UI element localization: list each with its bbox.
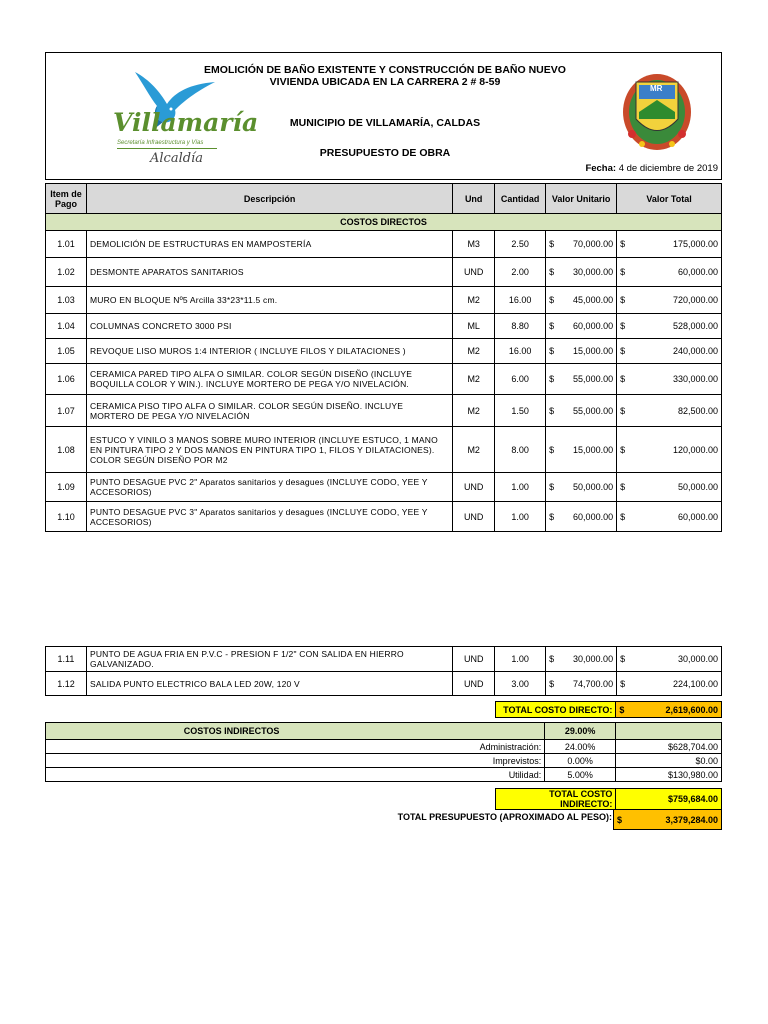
- item-total-price: [617, 258, 722, 287]
- total-price-value: 30,000.00: [677, 654, 718, 664]
- item-quantity: 1.00: [495, 647, 546, 672]
- total-price-value: 60,000.00: [677, 511, 718, 522]
- currency-sign: $: [620, 321, 626, 331]
- unit-price-value: 74,700.00: [573, 678, 614, 689]
- table-row: [46, 647, 722, 672]
- item-total-price: [617, 502, 722, 532]
- currency-sign: $: [619, 704, 625, 715]
- total-price-value: 50,000.00: [677, 482, 718, 492]
- indirect-row-value: $130,980.00: [616, 768, 722, 782]
- item-unit-price: [546, 287, 617, 314]
- col-item: Item de Pago: [46, 184, 87, 214]
- table-row: [46, 314, 722, 339]
- grand-total-value: 3,379,284.00: [665, 814, 718, 825]
- date-value: 4 de diciembre de 2019: [618, 163, 718, 174]
- currency-sign: $: [549, 295, 555, 305]
- currency-sign: $: [620, 405, 626, 416]
- indirect-row-label: Utilidad:: [46, 768, 545, 782]
- currency-sign: $: [620, 444, 626, 455]
- unit-price-value: 45,000.00: [573, 295, 614, 305]
- item-total-price: [617, 473, 722, 502]
- item-quantity: 8.00: [495, 427, 546, 473]
- item-quantity: 16.00: [495, 339, 546, 364]
- item-description: ESTUCO Y VINILO 3 MANOS SOBRE MURO INTERIOR (INCLUYE ESTUCO, 1 MANO EN PINTURA TIPO 2 Y DOS MANOS EN PINTURA TIPO 1, FILOS Y DILATACIONES). COLOR SEGÚN DISEÑO POR M2: [86, 427, 452, 473]
- item-description: CERAMICA PISO TIPO ALFA O SIMILAR. COLOR SEGÚN DISEÑO. INCLUYE MORTERO DE PEGA Y/O NIVELACIÓN: [86, 395, 452, 427]
- total-direct-label: TOTAL COSTO DIRECTO:: [496, 702, 616, 718]
- unit-price-value: 55,000.00: [573, 374, 614, 384]
- item-code: 1.04: [46, 314, 87, 339]
- total-indirect: [495, 788, 722, 810]
- item-total-price: [617, 231, 722, 258]
- item-code: 1.08: [46, 427, 87, 473]
- items2-body: [46, 647, 722, 696]
- indirect-row: [46, 754, 722, 768]
- item-unit-price: [546, 395, 617, 427]
- total-direct-value: 2,619,600.00: [665, 704, 718, 715]
- total-price-value: 224,100.00: [672, 678, 718, 689]
- item-description: PUNTO DESAGUE PVC 2" Aparatos sanitarios y desagues (INCLUYE CODO, YEE Y ACCESORIOS): [86, 473, 452, 502]
- total-price-value: 175,000.00: [672, 239, 718, 249]
- indirect-row-pct: 24.00%: [545, 740, 616, 754]
- currency-sign: $: [549, 511, 555, 522]
- item-quantity: 3.00: [495, 672, 546, 696]
- col-desc: Descripción: [86, 184, 452, 214]
- item-description: COLUMNAS CONCRETO 3000 PSI: [86, 314, 452, 339]
- indirect-empty: [616, 723, 722, 740]
- item-unit-price: [546, 231, 617, 258]
- item-total-price: [617, 672, 722, 696]
- item-unit-price: [546, 364, 617, 395]
- currency-sign: $: [620, 654, 626, 664]
- total-price-value: 120,000.00: [672, 444, 718, 455]
- col-unit: Valor Unitario: [546, 184, 617, 214]
- item-unit-price: [546, 672, 617, 696]
- col-qty: Cantidad: [495, 184, 546, 214]
- unit-price-value: 30,000.00: [573, 267, 614, 277]
- table-row: [46, 502, 722, 532]
- item-code: 1.01: [46, 231, 87, 258]
- currency-sign: $: [620, 295, 626, 305]
- currency-sign: $: [620, 678, 626, 689]
- table-row: [46, 427, 722, 473]
- item-total-price: [617, 287, 722, 314]
- table-row: [46, 339, 722, 364]
- grand-total-value-cell: [614, 810, 722, 830]
- item-unit: UND: [453, 473, 495, 502]
- item-unit-price: [546, 314, 617, 339]
- table-row: [46, 473, 722, 502]
- indirect-row-value: $628,704.00: [616, 740, 722, 754]
- indirect-row: [46, 740, 722, 754]
- item-unit-price: [546, 647, 617, 672]
- items-table: [45, 183, 722, 532]
- date-label: Fecha:: [585, 163, 617, 174]
- item-code: 1.09: [46, 473, 87, 502]
- currency-sign: $: [620, 511, 626, 522]
- item-unit-price: [546, 258, 617, 287]
- coat-of-arms: [622, 64, 692, 154]
- table-row: [46, 287, 722, 314]
- indirect-row: [46, 768, 722, 782]
- item-total-price: [617, 427, 722, 473]
- table-row: [46, 231, 722, 258]
- currency-sign: $: [549, 374, 555, 384]
- grand-total-label: TOTAL PRESUPUESTO (APROXIMADO AL PESO):: [397, 812, 612, 822]
- total-price-value: 528,000.00: [672, 321, 718, 331]
- indirect-row-label: Imprevistos:: [46, 754, 545, 768]
- indirect-row-pct: 5.00%: [545, 768, 616, 782]
- logo-subtitle: Secretaría Infraestructura y Vías: [117, 140, 204, 146]
- item-quantity: 1.50: [495, 395, 546, 427]
- title-line1: EMOLICIÓN DE BAÑO EXISTENTE Y CONSTRUCCIÓN DE BAÑO NUEVO: [204, 64, 566, 76]
- table-row: [46, 364, 722, 395]
- indirect-label: COSTOS INDIRECTOS: [46, 723, 545, 740]
- item-code: 1.05: [46, 339, 87, 364]
- item-code: 1.03: [46, 287, 87, 314]
- item-quantity: 2.50: [495, 231, 546, 258]
- unit-price-value: 55,000.00: [573, 405, 614, 416]
- item-total-price: [617, 314, 722, 339]
- col-total: Valor Total: [617, 184, 722, 214]
- unit-price-value: 15,000.00: [573, 346, 614, 356]
- item-unit: ML: [453, 314, 495, 339]
- item-quantity: 16.00: [495, 287, 546, 314]
- item-unit: UND: [453, 672, 495, 696]
- items-body: [46, 231, 722, 532]
- item-total-price: [617, 364, 722, 395]
- currency-sign: $: [620, 267, 626, 277]
- indirect-row-label: Administración:: [46, 740, 545, 754]
- currency-sign: $: [620, 346, 626, 356]
- grand-currency-sign: $: [617, 814, 623, 825]
- currency-sign: $: [549, 482, 555, 492]
- item-total-price: [617, 339, 722, 364]
- item-description: DEMOLICIÓN DE ESTRUCTURAS EN MAMPOSTERÍA: [86, 231, 452, 258]
- currency-sign: $: [549, 654, 555, 664]
- item-unit: M2: [453, 427, 495, 473]
- indirect-body: [46, 740, 722, 782]
- unit-price-value: 15,000.00: [573, 444, 614, 455]
- item-description: DESMONTE APARATOS SANITARIOS: [86, 258, 452, 287]
- currency-sign: $: [549, 267, 555, 277]
- item-unit: UND: [453, 502, 495, 532]
- table-row: [46, 395, 722, 427]
- item-quantity: 2.00: [495, 258, 546, 287]
- item-unit-price: [546, 502, 617, 532]
- item-code: 1.12: [46, 672, 87, 696]
- crest-initials: MR: [650, 84, 663, 93]
- item-quantity: 8.80: [495, 314, 546, 339]
- col-und: Und: [453, 184, 495, 214]
- currency-sign: $: [620, 374, 626, 384]
- item-unit: M3: [453, 231, 495, 258]
- total-direct: [495, 701, 722, 718]
- unit-price-value: 60,000.00: [573, 511, 614, 522]
- total-indirect-label: TOTAL COSTO INDIRECTO:: [496, 789, 616, 810]
- indirect-row-pct: 0.00%: [545, 754, 616, 768]
- item-description: MURO EN BLOQUE Nº5 Arcilla 33*23*11.5 cm.: [86, 287, 452, 314]
- unit-price-value: 60,000.00: [573, 321, 614, 331]
- item-quantity: 6.00: [495, 364, 546, 395]
- item-description: CERAMICA PARED TIPO ALFA O SIMILAR. COLOR SEGÚN DISEÑO (INCLUYE BOQUILLA COLOR Y WIN.). INCLUYE MORTERO DE PEGA Y/O NIVELACIÓN.: [86, 364, 452, 395]
- currency-sign: $: [549, 405, 555, 416]
- item-quantity: 1.00: [495, 473, 546, 502]
- total-price-value: 330,000.00: [672, 374, 718, 384]
- item-total-price: [617, 647, 722, 672]
- total-price-value: 60,000.00: [677, 267, 718, 277]
- item-unit: M2: [453, 364, 495, 395]
- date: [560, 163, 718, 174]
- currency-sign: $: [620, 239, 626, 249]
- currency-sign: $: [549, 239, 555, 249]
- total-price-value: 720,000.00: [672, 295, 718, 305]
- item-unit: M2: [453, 287, 495, 314]
- item-code: 1.06: [46, 364, 87, 395]
- unit-price-value: 50,000.00: [573, 482, 614, 492]
- item-unit: M2: [453, 339, 495, 364]
- item-description: REVOQUE LISO MUROS 1:4 INTERIOR ( INCLUYE FILOS Y DILATACIONES ): [86, 339, 452, 364]
- item-unit-price: [546, 473, 617, 502]
- item-quantity: 1.00: [495, 502, 546, 532]
- item-total-price: [617, 395, 722, 427]
- section-direct: COSTOS DIRECTOS: [46, 214, 722, 231]
- logo-name: Villamaría: [113, 108, 259, 137]
- currency-sign: $: [549, 346, 555, 356]
- item-unit: UND: [453, 647, 495, 672]
- indirect-table: [45, 722, 722, 782]
- total-direct-value-cell: [616, 702, 722, 718]
- doc-type: PRESUPUESTO DE OBRA: [319, 147, 451, 159]
- total-price-value: 240,000.00: [672, 346, 718, 356]
- indirect-row-value: $0.00: [616, 754, 722, 768]
- logo-alcaldia: Alcaldía: [150, 151, 203, 166]
- currency-sign: $: [549, 678, 555, 689]
- item-code: 1.10: [46, 502, 87, 532]
- title-line2: VIVIENDA UBICADA EN LA CARRERA 2 # 8-59: [269, 76, 501, 88]
- item-code: 1.02: [46, 258, 87, 287]
- grand-total: [613, 809, 722, 830]
- currency-sign: $: [549, 444, 555, 455]
- item-unit: UND: [453, 258, 495, 287]
- currency-sign: $: [620, 482, 626, 492]
- municipality: MUNICIPIO DE VILLAMARÍA, CALDAS: [289, 117, 481, 129]
- items-table-2: [45, 646, 722, 696]
- unit-price-value: 70,000.00: [573, 239, 614, 249]
- item-description: PUNTO DE AGUA FRIA EN P.V.C - PRESION F 1/2" CON SALIDA EN HIERRO GALVANIZADO.: [86, 647, 452, 672]
- item-code: 1.11: [46, 647, 87, 672]
- item-unit: M2: [453, 395, 495, 427]
- item-description: SALIDA PUNTO ELECTRICO BALA LED 20W, 120 V: [86, 672, 452, 696]
- table-row: [46, 672, 722, 696]
- item-unit-price: [546, 427, 617, 473]
- item-unit-price: [546, 339, 617, 364]
- unit-price-value: 30,000.00: [573, 654, 614, 664]
- total-price-value: 82,500.00: [677, 405, 718, 416]
- table-row: [46, 258, 722, 287]
- total-indirect-value: $759,684.00: [616, 789, 722, 810]
- indirect-pct: 29.00%: [545, 723, 616, 740]
- crest-icon: [622, 64, 692, 154]
- item-code: 1.07: [46, 395, 87, 427]
- currency-sign: $: [549, 321, 555, 331]
- item-description: PUNTO DESAGUE PVC 3" Aparatos sanitarios y desagues (INCLUYE CODO, YEE Y ACCESORIOS): [86, 502, 452, 532]
